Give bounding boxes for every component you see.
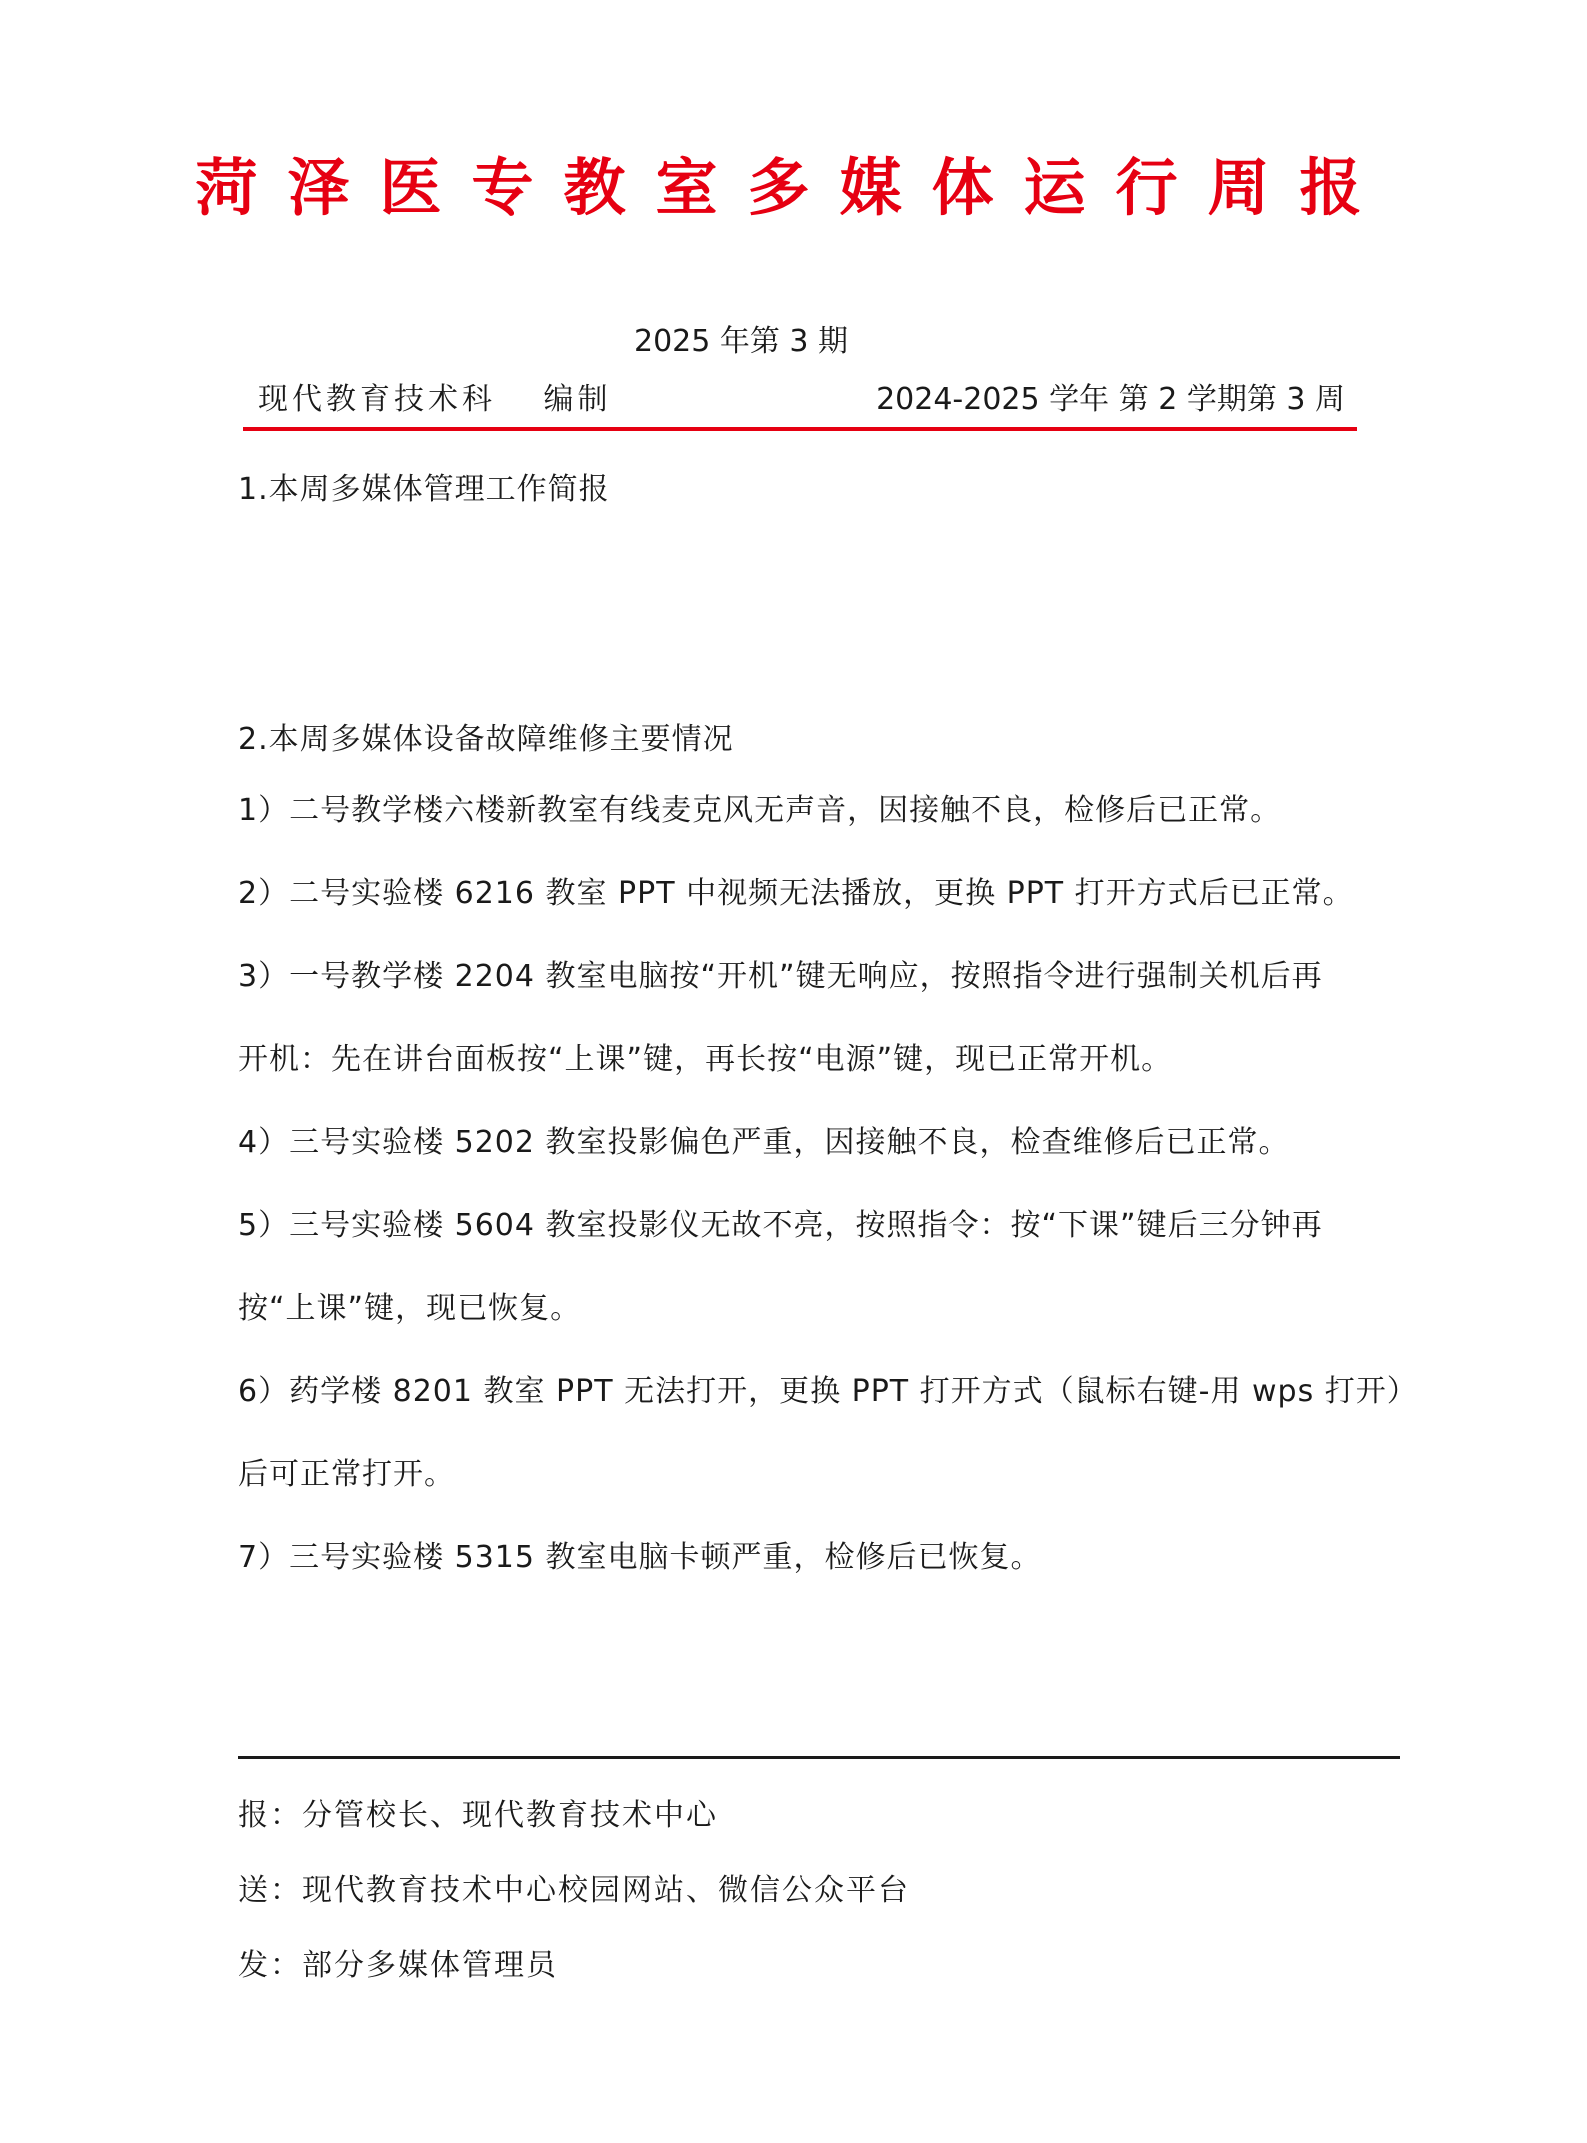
compiler-line: 现代教育技术科 编制 [258,382,612,417]
section-2-heading: 2.本周多媒体设备故障维修主要情况 [238,722,734,757]
list-item: 3）一号教学楼 2204 教室电脑按“开机”键无响应，按照指令进行强制关机后再 [238,959,1323,994]
list-item: 1）二号教学楼六楼新教室有线麦克风无声音，因接触不良，检修后已正常。 [238,793,1282,828]
issue-number: 2025 年第 3 期 [634,324,849,359]
send-to: 送：现代教育技术中心校园网站、微信公众平台 [238,1873,910,1908]
document-title: 菏泽医专教室多媒体运行周报 [195,151,1392,224]
list-item-continuation: 开机：先在讲台面板按“上课”键，再长按“电源”键，现已正常开机。 [238,1042,1173,1077]
section-1-heading: 1.本周多媒体管理工作简报 [238,472,610,507]
distribute-to: 发：部分多媒体管理员 [238,1948,558,1983]
list-item: 4）三号实验楼 5202 教室投影偏色严重，因接触不良，检查维修后已正常。 [238,1125,1290,1160]
report-to: 报：分管校长、现代教育技术中心 [238,1798,718,1833]
footer-divider [238,1756,1400,1759]
list-item: 6）药学楼 8201 教室 PPT 无法打开，更换 PPT 打开方式（鼠标右键-用 wps 打开） [238,1374,1418,1409]
list-item: 5）三号实验楼 5604 教室投影仪无故不亮，按照指令：按“下课”键后三分钟再 [238,1208,1323,1243]
list-item: 2）二号实验楼 6216 教室 PPT 中视频无法播放，更换 PPT 打开方式后已正常。 [238,876,1354,911]
list-item: 7）三号实验楼 5315 教室电脑卡顿严重，检修后已恢复。 [238,1540,1042,1575]
term-week: 2024-2025 学年 第 2 学期第 3 周 [876,382,1345,417]
header-divider [243,427,1357,431]
list-item-continuation: 按“上课”键，现已恢复。 [238,1291,582,1326]
list-item-continuation: 后可正常打开。 [238,1457,455,1492]
